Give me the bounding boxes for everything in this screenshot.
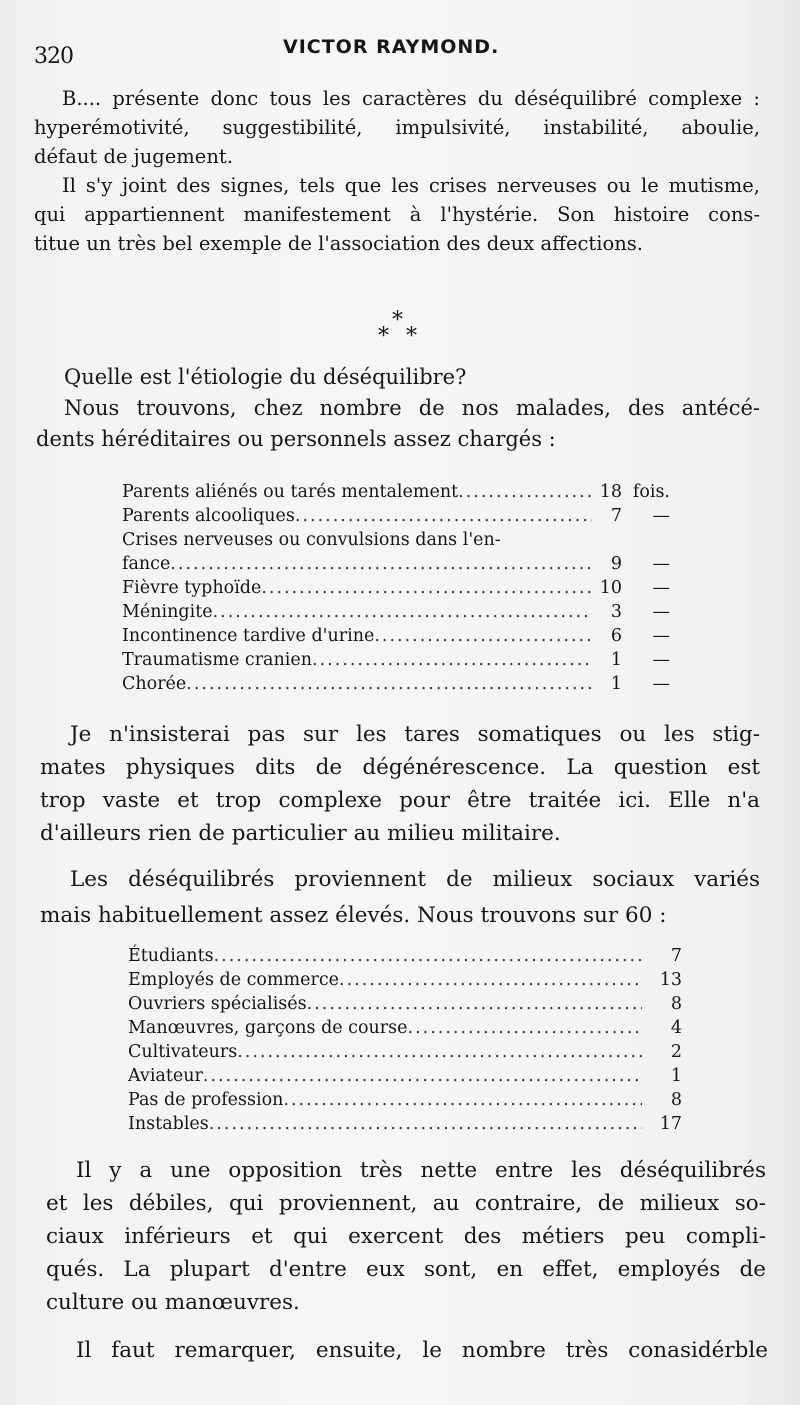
table-row [122,576,670,600]
row-label: Aviateur [128,1066,203,1086]
closing-paragraph [46,1334,768,1367]
row-unit: — [652,626,670,646]
text-line: qui appartiennent manifestement à l'hystérie. Son histoire cons- [34,203,760,226]
row-label: Parents aliénés ou tarés mentalement [122,482,459,502]
table-row [122,528,670,552]
table-row [128,968,682,992]
row-unit: — [652,506,670,526]
leader-dots [186,672,592,696]
leader-dots [295,504,592,528]
text-line: Les déséquilibrés proviennent de milieux sociaux variés [70,867,760,892]
table-row [122,504,670,528]
leader-dots [209,1112,642,1136]
row-label: Employés de commerce [128,970,340,990]
row-label: Pas de profession [128,1090,284,1110]
leader-dots [283,1088,642,1112]
text-line: défaut de jugement. [34,145,233,168]
row-unit: fois. [632,482,670,502]
table-row [128,1016,682,1040]
asterism-star: * [378,324,389,349]
asterism-star: * [392,308,403,333]
table-row [122,480,670,504]
text-line: ciaux inférieurs et qui exercent des métiers peu compli- [46,1224,766,1249]
leader-dots [261,576,592,600]
table-row [128,944,682,968]
row-value: 2 [670,1042,682,1062]
leader-dots [312,648,592,672]
leader-dots [203,1064,642,1088]
row-unit: — [652,602,670,622]
row-label: Manœuvres, garçons de course [128,1018,408,1038]
row-label: Parents alcooliques [122,506,295,526]
row-value: 9 [610,554,622,574]
row-label: Étudiants [128,946,214,966]
text-line: Il faut remarquer, ensuite, le nombre très conasidérble [76,1338,768,1363]
row-unit: — [652,578,670,598]
row-label: Traumatisme cranien [122,650,312,670]
asterism-star: * [406,324,417,349]
row-label: Cultivateurs [128,1042,238,1062]
page-number: 320 [34,44,73,69]
antecedents-table [122,480,670,696]
row-value: 13 [659,970,682,990]
leader-dots [458,480,592,504]
text-line: dents héréditaires ou personnels assez chargés : [36,427,556,451]
row-value: 17 [659,1114,682,1134]
row-label: fance [122,554,171,574]
table-row [122,600,670,624]
row-value: 1 [670,1066,682,1086]
text-line: titue un très bel exemple de l'association des deux affections. [34,232,643,255]
leader-dots [339,968,642,992]
table-row [128,1088,682,1112]
text-line: Nous trouvons, chez nombre de nos malades, des antécé- [64,396,760,420]
text-line: mais habituellement assez élevés. Nous trouvons sur 60 : [40,903,667,928]
row-value: 7 [610,506,622,526]
social-paragraph [40,862,760,934]
table-row [122,552,670,576]
opposition-paragraph [46,1154,766,1319]
row-label: Ouvriers spécialisés [128,994,307,1014]
row-value: 6 [610,626,622,646]
row-label: Chorée [122,674,187,694]
row-value: 1 [610,674,622,694]
table-row [122,648,670,672]
row-label: Incontinence tardive d'urine [122,626,375,646]
row-label: Instables [128,1114,209,1134]
row-value: 1 [610,650,622,670]
leader-dots [213,600,592,624]
asterism-separator [368,308,428,352]
text-line: hyperémotivité, suggestibilité, impulsivité, instabilité, aboulie, [34,116,760,139]
intro-paragraph [34,84,760,258]
table-row [128,1064,682,1088]
leader-dots [374,624,592,648]
text-line: B.... présente donc tous les caractères du déséquilibré complexe : [62,87,760,110]
text-line: Quelle est l'étiologie du déséquilibre? [64,365,467,389]
table-row [128,1112,682,1136]
row-value: 8 [670,994,682,1014]
row-unit: — [652,554,670,574]
row-value: 4 [670,1018,682,1038]
leader-dots [408,1016,643,1040]
leader-dots [170,552,592,576]
row-label: Fièvre typhoïde [122,578,262,598]
text-line: qués. La plupart d'entre eux sont, en effet, employés de [46,1257,766,1282]
etiology-paragraph [36,362,760,455]
row-unit: — [652,674,670,694]
text-line: mates physiques dits de dégénérescence. La question est [40,755,760,780]
text-line: Je n'insisterai pas sur les tares somatiques ou les stig- [70,722,760,747]
leader-dots [214,944,642,968]
text-line: Il y a une opposition très nette entre les déséquilibrés [76,1158,766,1183]
row-value: 10 [599,578,622,598]
text-line: Il s'y joint des signes, tels que les crises nerveuses ou le mutisme, [62,174,760,197]
running-title: VICTOR RAYMOND. [283,36,500,58]
table-row [122,624,670,648]
leader-dots [307,992,642,1016]
row-value: 7 [670,946,682,966]
text-line: culture ou manœuvres. [46,1290,300,1315]
row-value: 18 [599,482,622,502]
table-row [128,992,682,1016]
table-row [128,1040,682,1064]
row-unit: — [652,650,670,670]
professions-table [128,944,682,1136]
row-label: Méningite [122,602,213,622]
text-line: et les débiles, qui proviennent, au contraire, de milieux so- [46,1191,766,1216]
row-value: 3 [610,602,622,622]
row-label: Crises nerveuses ou convulsions dans l'en- [122,530,501,550]
stigmata-paragraph [40,718,760,850]
table-row [122,672,670,696]
leader-dots [237,1040,642,1064]
row-value: 8 [670,1090,682,1110]
text-line: trop vaste et trop complexe pour être traitée ici. Elle n'a [40,788,760,813]
text-line: d'ailleurs rien de particulier au milieu militaire. [40,821,561,846]
